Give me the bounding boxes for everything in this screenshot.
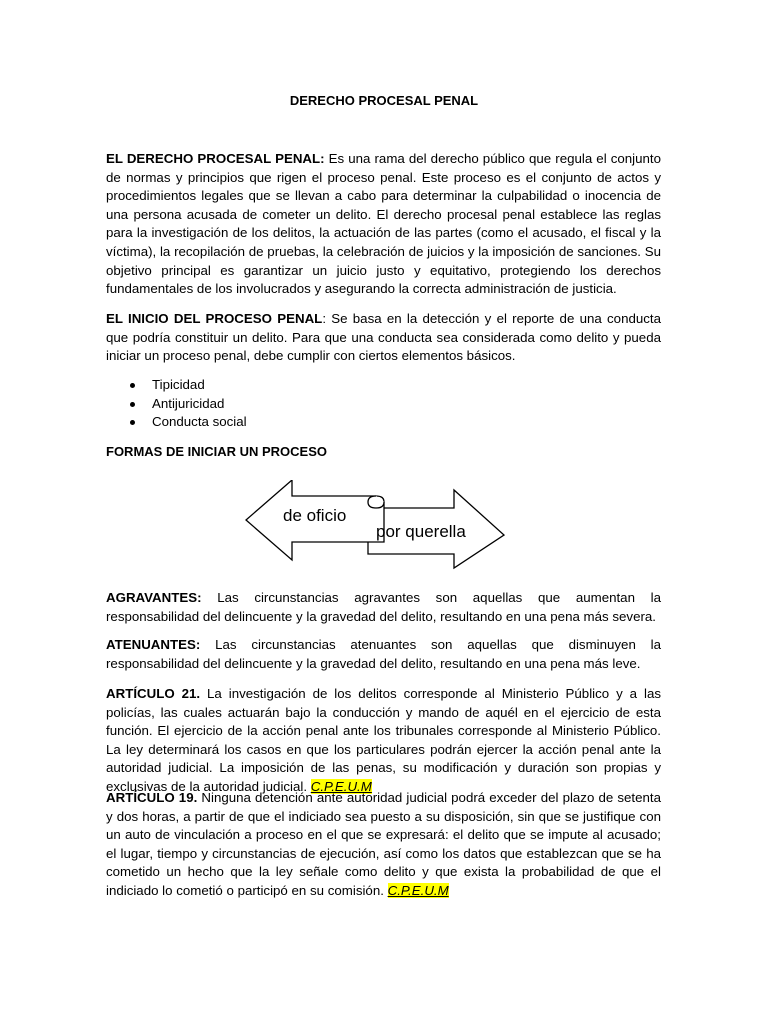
citation-badge: C.P.E.U.M	[310, 778, 372, 794]
paragraph-articulo-19	[106, 789, 661, 901]
process-diagram	[240, 480, 510, 570]
forms-heading: FORMAS DE INICIAR UN PROCESO	[106, 444, 328, 459]
paragraph-agravantes	[106, 589, 661, 626]
list-item: Conducta social	[106, 413, 247, 432]
inicio-text: : Se basa en la detección y el reporte de una conducta que podría constituir un delito. Para que una conducta sea considerada como delito y pueda iniciar un proceso penal, debe cumplir con ciertos elementos básicos.	[106, 311, 662, 364]
atenuantes-text: Las circunstancias atenuantes son aquellas que disminuyen la responsabilidad del delincuente y la gravedad del delito, resultando en una pena más leve.	[106, 637, 661, 671]
definition-text: Es una rama del derecho público que regula el conjunto de normas y principios que rigen el proceso penal. Este proceso es el conjunto de actos y procedimientos legales que se llevan a cabo para determinar la culpabilidad o inocencia de una persona acusada de cometer un delito. El derecho procesal penal establece las reglas para la investigación de los delitos, la actuación de las partes (como el acusado, el fiscal y la víctima), la recopilación de pruebas, la celebración de juicios y la imposición de sanciones. Su objetivo principal es garantizar un juicio justo y equitativo, protegiendo los derechos fundamentales de los involucrados y asegurando la correcta administración de justicia.	[106, 151, 661, 297]
atenuantes-lead: ATENUANTES:	[106, 637, 201, 652]
list-item: Tipicidad	[106, 376, 247, 395]
elements-list	[106, 376, 247, 432]
articulo-21-lead: ARTÍCULO 21.	[106, 686, 201, 701]
agravantes-text: Las circunstancias agravantes son aquellas que aumentan la responsabilidad del delincuente y la gravedad del delito, resultando en una pena más severa.	[106, 590, 661, 624]
citation-badge: C.P.E.U.M	[387, 882, 449, 898]
agravantes-lead: AGRAVANTES:	[106, 590, 202, 605]
paragraph-definition	[106, 150, 661, 299]
articulo-21-text: La investigación de los delitos corresponde al Ministerio Público y a las policías, las cuales actuarán bajo la conducción y mando de aquél en el ejercicio de esta función. El ejercicio de la acción penal ante los tribunales corresponde al Ministerio Público. La ley determinará los casos en que los particulares podrán ejercer la acción penal ante la autoridad judicial. La imposición de las penas, su modificación y duración son propias y exclusivas de la autoridad judicial.	[106, 686, 661, 794]
bullet-icon	[130, 402, 135, 407]
list-item: Antijuricidad	[106, 395, 247, 414]
right-arrow-label: por querella	[376, 522, 466, 541]
definition-lead: EL DERECHO PROCESAL PENAL:	[106, 151, 325, 166]
paragraph-articulo-21	[106, 685, 661, 797]
articulo-19-text: Ninguna detención ante autoridad judicial podrá exceder del plazo de setenta y dos horas, a partir de que el indiciado sea puesto a su disposición, sin que se justifique con un auto de vinculación a proceso en el que se expresará: el delito que se impute al acusado; el lugar, tiempo y circunstancias de ejecución, así como los datos que establezcan que se ha cometido un hecho que la ley señale como delito y que exista la probabilidad de que el indiciado lo cometió o participó en su comisión.	[106, 790, 661, 898]
articulo-19-lead: ARTÍCULO 19.	[106, 790, 198, 805]
bullet-icon	[130, 383, 135, 388]
bullet-icon	[130, 420, 135, 425]
document-title: DERECHO PROCESAL PENAL	[289, 93, 479, 108]
double-arrow-shape	[240, 480, 510, 570]
inicio-lead: EL INICIO DEL PROCESO PENAL	[106, 311, 323, 326]
paragraph-atenuantes	[106, 636, 661, 673]
left-arrow-label: de oficio	[283, 506, 347, 525]
paragraph-inicio	[106, 310, 661, 366]
